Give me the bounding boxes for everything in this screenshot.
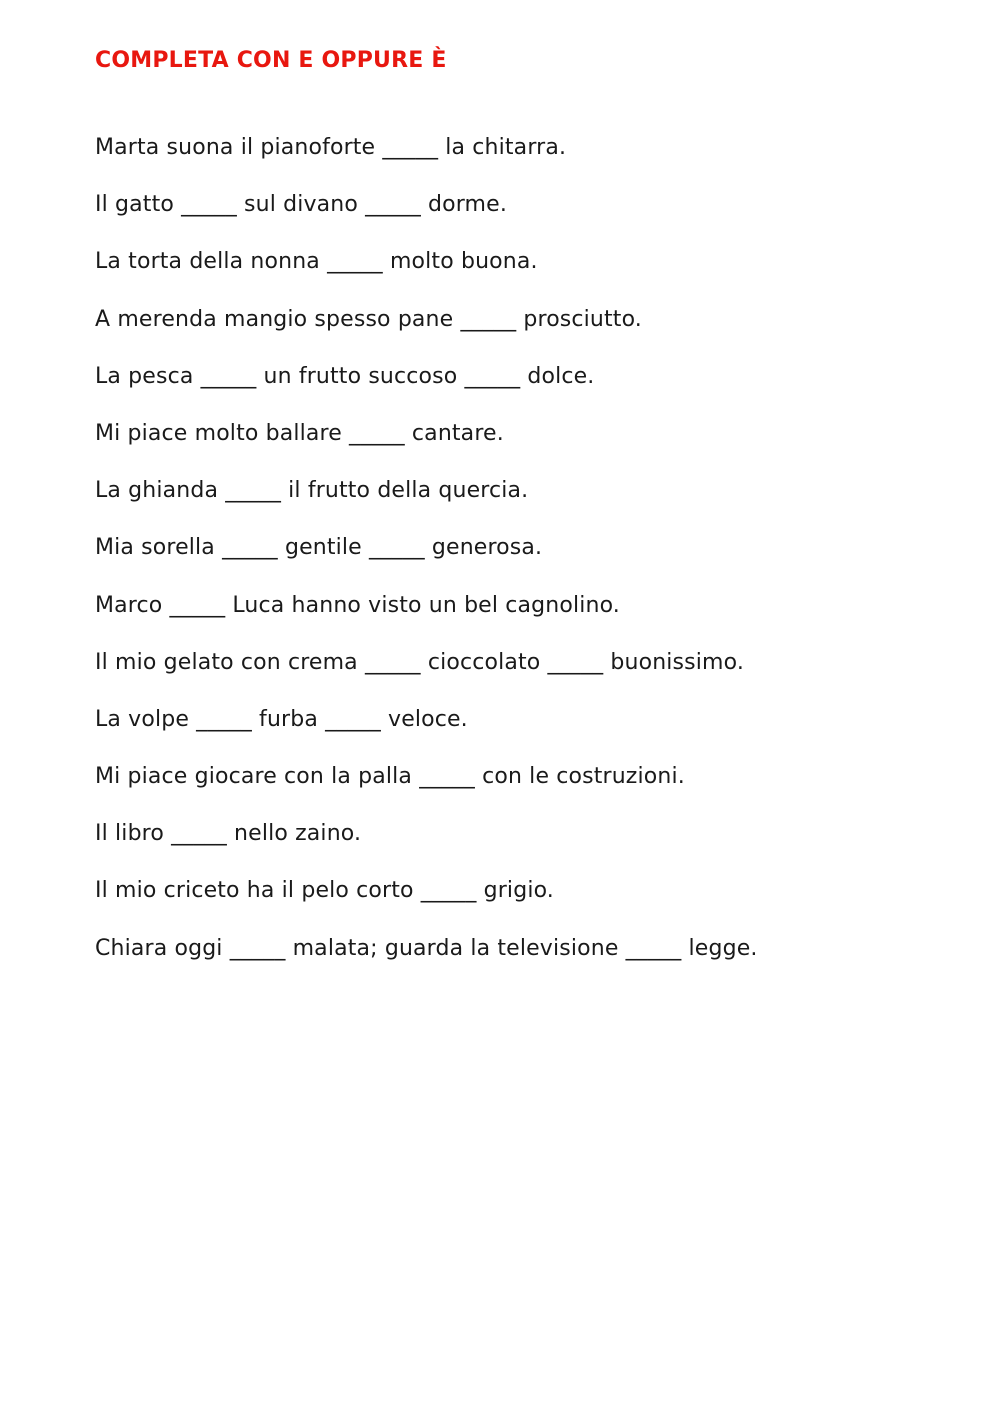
exercise-sentence-11: La volpe _____ furba _____ veloce.	[95, 706, 468, 732]
exercise-sentence-10: Il mio gelato con crema _____ cioccolato _____ buonissimo.	[95, 649, 744, 675]
exercise-list	[95, 131, 975, 989]
exercise-sentence-1: Marta suona il pianoforte _____ la chitarra.	[95, 135, 567, 160]
exercise-sentence-14: Il mio criceto ha il pelo corto _____ grigio.	[95, 878, 554, 904]
exercise-sentence-3: La torta della nonna _____ molto buona.	[95, 249, 538, 275]
exercise-sentence-4: A merenda mangio spesso pane _____ prosciutto.	[95, 306, 642, 332]
exercise-sentence-12: Mi piace giocare con la palla _____ con le costruzioni.	[95, 764, 685, 790]
exercise-sentence-8: Mia sorella _____ gentile _____ generosa.	[95, 535, 543, 561]
exercise-sentence-5: La pesca _____ un frutto succoso _____ dolce.	[95, 363, 595, 389]
exercise-sentence-15: Chiara oggi _____ malata; guarda la televisione _____ legge.	[95, 935, 758, 961]
exercise-sentence-2: Il gatto _____ sul divano _____ dorme.	[95, 192, 507, 218]
exercise-sentence-13: Il libro _____ nello zaino.	[95, 821, 362, 847]
exercise-sentence-9: Marco _____ Luca hanno visto un bel cagnolino.	[95, 592, 620, 618]
exercise-sentence-7: La ghianda _____ il frutto della quercia.	[95, 478, 529, 504]
worksheet-title: COMPLETA CON E OPPURE È	[95, 48, 447, 73]
exercise-sentence-6: Mi piace molto ballare _____ cantare.	[95, 420, 504, 446]
